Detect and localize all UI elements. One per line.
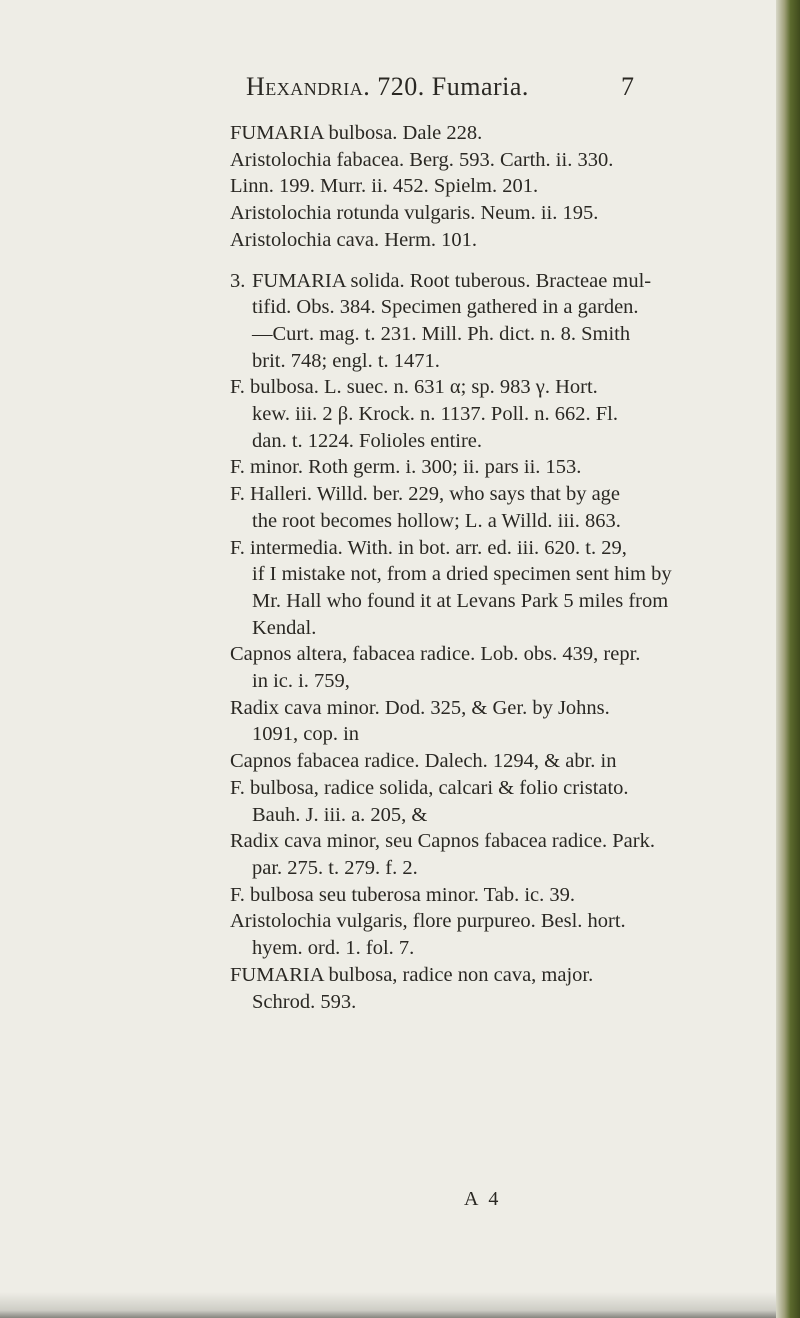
entry	[230, 481, 770, 534]
entry-line: FUMARIA bulbosa, radice non cava, major.	[230, 963, 594, 986]
entry-line: Aristolochia vulgaris, flore purpureo. Besl. hort.	[230, 910, 626, 933]
page-edge-shadow	[0, 1292, 776, 1318]
entries-block	[230, 120, 770, 1015]
entry-line: kew. iii. 2 β. Krock. n. 1137. Poll. n. 662. Fl.	[252, 403, 618, 426]
entry-line: Linn. 199. Murr. ii. 452. Spielm. 201.	[230, 175, 539, 198]
entry-line: Capnos altera, fabacea radice. Lob. obs. 439, repr.	[230, 643, 641, 666]
entry-line: Radix cava minor. Dod. 325, & Ger. by Johns.	[230, 696, 610, 719]
entry	[230, 748, 770, 775]
entry-line: F. bulbosa seu tuberosa minor. Tab. ic. 39.	[230, 883, 576, 906]
signature-mark: A 4	[464, 1188, 502, 1210]
entry-numbered	[230, 268, 770, 375]
entry-line: F. bulbosa, radice solida, calcari & folio cristato.	[230, 776, 629, 799]
entry-line: Capnos fabacea radice. Dalech. 1294, & abr. in	[230, 750, 617, 773]
entry-line-first	[230, 268, 770, 295]
entry-line: Aristolochia rotunda vulgaris. Neum. ii. 195.	[230, 202, 599, 225]
entry-line: —Curt. mag. t. 231. Mill. Ph. dict. n. 8. Smith	[252, 322, 631, 345]
entry	[230, 908, 770, 961]
entry	[230, 120, 770, 254]
entry-line: F. minor. Roth germ. i. 300; ii. pars ii. 153.	[230, 456, 582, 479]
entry-number: 3.	[230, 269, 246, 292]
page-number: 7	[621, 72, 635, 101]
entry	[230, 535, 770, 642]
entry-line: FUMARIA bulbosa. Dale 228.	[230, 122, 483, 144]
entry	[230, 775, 770, 828]
entry-line: hyem. ord. 1. fol. 7.	[252, 937, 415, 960]
entry-line: tifid. Obs. 384. Specimen gathered in a garden.	[252, 296, 639, 319]
entry	[230, 695, 770, 748]
entry	[230, 882, 770, 909]
entry-line: F. Halleri. Willd. ber. 229, who says that by age	[230, 483, 621, 506]
entry	[230, 374, 770, 454]
entry-line: if I mistake not, from a dried specimen sent him by	[252, 563, 672, 586]
entry-line: par. 275. t. 279. f. 2.	[252, 856, 418, 879]
entry	[230, 641, 770, 694]
book-binding-edge	[776, 0, 800, 1318]
entry-line: Aristolochia fabacea. Berg. 593. Carth. ii. 330.	[230, 148, 614, 171]
entry-line: Schrod. 593.	[252, 990, 357, 1013]
entry-line: FUMARIA solida. Root tuberous. Bracteae mul-	[252, 269, 652, 292]
entry-line: dan. t. 1224. Folioles entire.	[252, 429, 483, 452]
entry-line: Radix cava minor, seu Capnos fabacea radice. Park.	[230, 830, 655, 853]
entry	[230, 962, 770, 1015]
header-class: Hexandria.	[246, 72, 371, 101]
running-header	[246, 72, 636, 102]
entry-line: Mr. Hall who found it at Levans Park 5 miles from	[252, 589, 669, 612]
header-genus: 720. Fumaria.	[377, 72, 529, 101]
entry-line: 1091, cop. in	[252, 723, 360, 746]
entry-line: Kendal.	[252, 616, 317, 639]
entry-line: Aristolochia cava. Herm. 101.	[230, 228, 478, 251]
entry-line: in ic. i. 759,	[252, 670, 350, 693]
entry-line: Bauh. J. iii. a. 205, &	[252, 803, 428, 826]
entry-line: F. bulbosa. L. suec. n. 631 α; sp. 983 γ. Hort.	[230, 376, 598, 399]
entry	[230, 828, 770, 881]
entry-line: brit. 748; engl. t. 1471.	[252, 349, 440, 372]
entry	[230, 454, 770, 481]
entry-line: F. intermedia. With. in bot. arr. ed. iii. 620. t. 29,	[230, 536, 627, 559]
entry-line: the root becomes hollow; L. a Willd. iii. 863.	[252, 509, 621, 532]
